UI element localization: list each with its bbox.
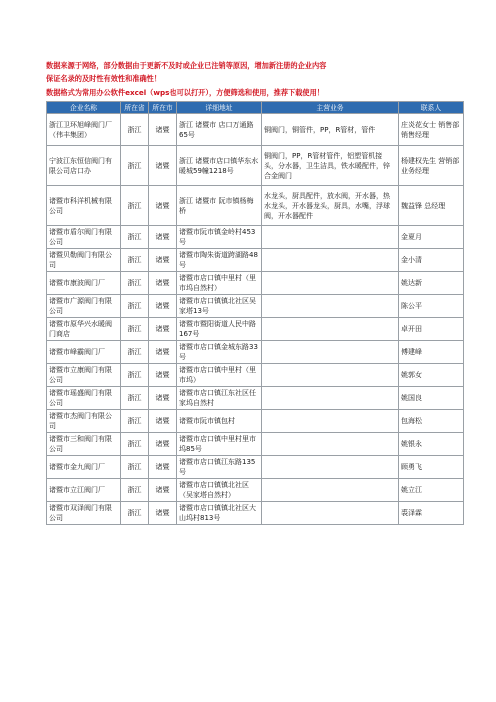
contact-cell: 卓开田 [399,318,464,341]
contact-cell: 包海松 [399,410,464,433]
contact-cell: 顾勇飞 [399,456,464,479]
business-cell [262,433,399,456]
city-cell: 诸暨 [149,318,177,341]
contact-cell: 庄炎花女士 销售部销售经理 [399,114,464,146]
city-cell: 诸暨 [149,479,177,502]
city-cell: 诸暨 [149,146,177,186]
province-cell: 浙江 [121,479,149,502]
company-name-cell: 诸暨市金九阀门厂 [47,456,121,479]
table-row [47,249,464,272]
address-cell: 浙江 诸暨市 店口万通路65号 [177,114,262,146]
city-cell: 诸暨 [149,114,177,146]
city-cell: 诸暨 [149,433,177,456]
province-cell: 浙江 [121,272,149,295]
address-cell: 诸暨市店口镇江东路135号 [177,456,262,479]
table-row [47,186,464,226]
company-name-cell: 诸暨市立江阀门厂 [47,479,121,502]
company-name-cell: 诸暨市科洋机械有限公司 [47,186,121,226]
business-cell [262,364,399,387]
contact-cell: 姚郭女 [399,364,464,387]
table-row [47,433,464,456]
province-cell: 浙江 [121,433,149,456]
header-company-name: 企业名称 [47,102,121,114]
province-cell: 浙江 [121,249,149,272]
business-cell [262,272,399,295]
contact-cell: 姚国良 [399,387,464,410]
header-province: 所在省 [121,102,149,114]
address-cell: 诸暨市阮市镇金岭村453号 [177,226,262,249]
address-cell: 诸暨市陶朱街道跨湖路48号 [177,249,262,272]
company-name-cell: 诸暨市双泽阀门有限公司 [47,502,121,525]
city-cell: 诸暨 [149,226,177,249]
province-cell: 浙江 [121,341,149,364]
business-cell: 铜阀门，铜管件，PP，R管材，管件 [262,114,399,146]
business-cell [262,318,399,341]
contact-cell: 金夏月 [399,226,464,249]
header-city: 所在市 [149,102,177,114]
contact-cell: 傅建峰 [399,341,464,364]
table-row [47,479,464,502]
header-address: 详细地址 [177,102,262,114]
province-cell: 浙江 [121,146,149,186]
company-name-cell: 诸暨市盾尔阀门有限公司 [47,226,121,249]
contact-cell: 魏益锋 总经理 [399,186,464,226]
address-cell: 诸暨市店口镇中里村里市坞85号 [177,433,262,456]
city-cell: 诸暨 [149,410,177,433]
province-cell: 浙江 [121,114,149,146]
table-row [47,387,464,410]
contact-cell: 金小清 [399,249,464,272]
business-cell [262,479,399,502]
table-header-row [47,102,464,114]
address-cell: 诸暨市店口镇中里村（里市坞） [177,364,262,387]
province-cell: 浙江 [121,387,149,410]
city-cell: 诸暨 [149,364,177,387]
table-row [47,295,464,318]
company-name-cell: 诸暨市广源阀门有限公司 [47,295,121,318]
company-name-cell: 诸暨市原华兴水暖阀门商店 [47,318,121,341]
company-name-cell: 诸暨市立康阀门有限公司 [47,364,121,387]
city-cell: 诸暨 [149,272,177,295]
notice-line-2: 保证名录的及时性有效性和准确性！ [46,74,162,84]
header-contact: 联系人 [399,102,464,114]
notice-line-3: 数据格式为常用办公软件excel（wps也可以打开），方便筛选和使用，推荐下载使用！ [46,87,324,97]
contact-cell: 姚达新 [399,272,464,295]
business-cell [262,295,399,318]
address-cell: 诸暨市店口镇镇北社区（吴家塔自然村） [177,479,262,502]
business-cell: 铜阀门，PP，R管材管件，铝塑管机接头，分水器，卫生洁具，铁水暖配件，锌合金阀门 [262,146,399,186]
company-table [46,101,464,525]
table-row [47,318,464,341]
company-name-cell: 诸暨市三和阀门有限公司 [47,433,121,456]
address-cell: 诸暨市阮市镇包村 [177,410,262,433]
contact-cell: 姚立江 [399,479,464,502]
province-cell: 浙江 [121,318,149,341]
table-row [47,410,464,433]
city-cell: 诸暨 [149,456,177,479]
table-row [47,364,464,387]
address-cell: 浙江 诸暨市 阮市镇杨梅桥 [177,186,262,226]
province-cell: 浙江 [121,364,149,387]
company-name-cell: 诸暨市瑶盛阀门有限公司 [47,387,121,410]
address-cell: 浙江 诸暨市店口镇华东水暖城59幢1218号 [177,146,262,186]
business-cell [262,410,399,433]
table-row [47,146,464,186]
business-cell [262,387,399,410]
company-name-cell: 诸暨贝勒阀门有限公司 [47,249,121,272]
company-name-cell: 浙江卫环旭峰阀门厂（伟丰集团） [47,114,121,146]
address-cell: 诸暨市店口镇金城东路33号 [177,341,262,364]
company-name-cell: 诸暨市康波阀门厂 [47,272,121,295]
table-row [47,272,464,295]
contact-cell: 杨建权先生 营销部业务经理 [399,146,464,186]
city-cell: 诸暨 [149,341,177,364]
address-cell: 诸暨市店口镇江东社区任家坞自然村 [177,387,262,410]
province-cell: 浙江 [121,226,149,249]
business-cell [262,502,399,525]
business-cell [262,226,399,249]
notice-line-1: 数据来源于网络，部分数据由于更新不及时或企业已注销等原因，增加新注册的企业内容 [46,61,327,70]
province-cell: 浙江 [121,502,149,525]
province-cell: 浙江 [121,456,149,479]
table-body [47,114,464,525]
table-row [47,226,464,249]
contact-cell: 裘泽霖 [399,502,464,525]
city-cell: 诸暨 [149,186,177,226]
contact-cell: 姚银永 [399,433,464,456]
company-name-cell: 宁波江东恒信阀门有限公司店口办 [47,146,121,186]
city-cell: 诸暨 [149,502,177,525]
city-cell: 诸暨 [149,387,177,410]
address-cell: 诸暨市暨阳街道人民中路167号 [177,318,262,341]
contact-cell: 陈公平 [399,295,464,318]
company-name-cell: 诸暨市杰阀门有限公司 [47,410,121,433]
city-cell: 诸暨 [149,249,177,272]
province-cell: 浙江 [121,295,149,318]
notice-block [46,59,466,99]
business-cell: 水龙头，厨具配件，放水阀，开水器，热水龙头，开水器龙头，厨具，水嘴，浮球阀，开水器配件 [262,186,399,226]
province-cell: 浙江 [121,410,149,433]
address-cell: 诸暨市店口镇中里村（里市坞自然村） [177,272,262,295]
address-cell: 诸暨市店口镇镇北社区吴家塔13号 [177,295,262,318]
business-cell [262,249,399,272]
table-row [47,114,464,146]
table-row [47,341,464,364]
company-name-cell: 诸暨市峰霸阀门厂 [47,341,121,364]
address-cell: 诸暨市店口镇镇北社区大山坞村813号 [177,502,262,525]
table-row [47,502,464,525]
business-cell [262,341,399,364]
business-cell [262,456,399,479]
table-row [47,456,464,479]
province-cell: 浙江 [121,186,149,226]
city-cell: 诸暨 [149,295,177,318]
header-business: 主营业务 [262,102,399,114]
